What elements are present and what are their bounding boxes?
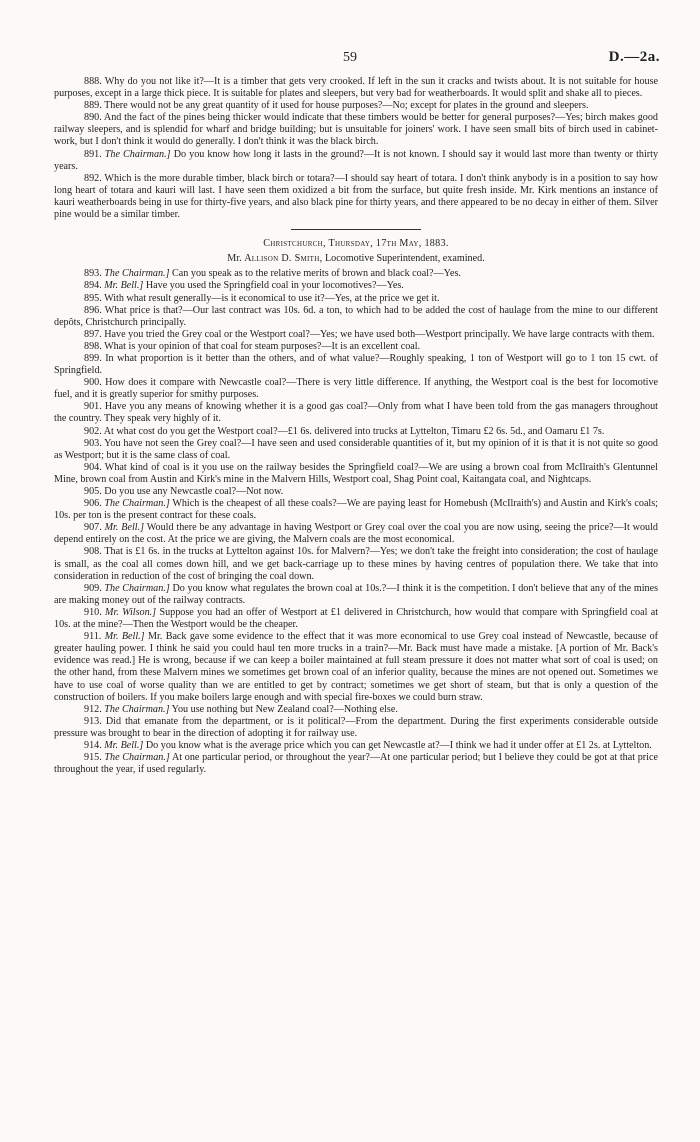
section-coal-evidence bbox=[54, 268, 658, 776]
speaker-name: Mr. Bell.] bbox=[104, 522, 145, 534]
question-number: 915. bbox=[84, 752, 102, 764]
question-paragraph bbox=[54, 149, 658, 173]
witness-role: Locomotive Superintendent, examined. bbox=[324, 253, 485, 265]
question-text: Mr. Back gave some evidence to the effect that it was more economical to use Grey coal instead of Newcastle, because of greater hauling power. I think he said you could haul ten more trucks in a train?—Mr. Back must have made a mistake. [A portion of Mr. Back's evidence was read.] He is wrong, because if we can keep a boiler maintained at full steam pressure it does not matter what sort of coal is used; on the other hand, from these Malvern mines we sometimes get brown coal of an inferior quality, because the mines are not opened out. Sometimes we have to use coal of worse quality than we are entitled to get by contract; sometimes we get short of steam, but that is only a question of the construction of boilers. If you make boilers large enough and with special fire-boxes we could burn straw. bbox=[54, 631, 659, 703]
question-paragraph bbox=[54, 462, 658, 486]
section-timber-evidence bbox=[54, 76, 658, 221]
witness-prefix: Mr. bbox=[227, 253, 242, 265]
question-paragraph bbox=[54, 377, 658, 401]
question-number: 894. bbox=[84, 280, 102, 292]
question-paragraph bbox=[54, 426, 658, 438]
question-text: 888. Why do you not like it?—It is a timber that gets very crooked. If left in the sun it cracks and twists about. It is not suitable for house purposes, except in a large thick piece. It is suitable for plates and sleepers, but very bad for weatherboards. It would split and shake all to pieces. bbox=[54, 76, 658, 100]
question-number: 910. bbox=[84, 606, 102, 618]
question-text: Can you speak as to the relative merits of brown and black coal?—Yes. bbox=[172, 268, 461, 280]
speaker-name: The Chairman.] bbox=[104, 148, 171, 160]
question-paragraph bbox=[54, 704, 658, 716]
question-text: Suppose you had an offer of Westport at £1 delivered in Christchurch, how would that compare with Springfield coal at 10s. at the mine?—Then the Westport would be the cheaper. bbox=[54, 606, 659, 631]
speaker-name: The Chairman.] bbox=[104, 498, 170, 510]
question-paragraph bbox=[54, 607, 658, 631]
question-text: 904. What kind of coal is it you use on the railway besides the Springfield coal?—We are using a brown coal from McIlraith's Glentunnel Mine, brown coal from Austin and Kirk's mine in the Malvern Hills, Westport coal, Shag Point coal, Kaitangata coal, and Nightcaps. bbox=[54, 461, 658, 485]
question-paragraph bbox=[54, 752, 658, 776]
speaker-name: The Chairman.] bbox=[104, 582, 170, 594]
question-text: 890. And the fact of the pines being thicker would indicate that these timbers would be better for general purposes?—Yes; birch makes good railway sleepers, and is splendid for wharf and bridge building; but is unsuitable for joiners' work. I have seen small bits of birch used in cabinet-work, but I don't think it would do generally. I don't think it was the black birch. bbox=[54, 112, 658, 148]
question-paragraph bbox=[54, 716, 658, 740]
question-text: Would there be any advantage in having Westport or Grey coal over the coal you are now using, seeing the price?—It would depend entirely on the cost. At the price we are giving, the Malvern coals are the most economical. bbox=[54, 522, 658, 546]
question-paragraph bbox=[54, 305, 658, 329]
document-reference: D.—2a. bbox=[608, 49, 660, 65]
question-paragraph bbox=[54, 76, 658, 100]
question-text: 908. That is £1 6s. in the trucks at Lyttelton against 10s. for Malvern?—Yes; we don't take the freight into consideration; the cost of haulage is small, as the coal all comes down hill, and we get back-carriage up to these mines by having centres of population there. We take that into consideration in reduction of the cost of bringing the coal down. bbox=[54, 546, 658, 582]
question-paragraph bbox=[54, 401, 658, 425]
question-paragraph bbox=[54, 522, 658, 546]
question-paragraph bbox=[54, 280, 658, 292]
speaker-name: Mr. Bell.] bbox=[104, 280, 144, 292]
question-text: 892. Which is the more durable timber, black birch or totara?—I should say heart of totara. I don't think anybody is in a position to say how long heart of totara and kauri will last. I have seen them oxidized a bit from the surface, but quite fresh inside. Mr. Kirk mentions an instance of kauri weatherboards being in use for thirty-five years, and also black pine for thirty years, and there appeared to be no decay in either of them. Silver pine would be a similar timber. bbox=[54, 172, 658, 221]
question-text: 899. In what proportion is it better than the others, and of what value?—Roughly speaking, 1 ton of Westport will go to 1 ton 15 cwt. of Springfield. bbox=[54, 352, 658, 377]
question-text: Do you know how long it lasts in the ground?—It is not known. I should say it would last more than twenty or thirty years. bbox=[54, 148, 659, 172]
question-paragraph bbox=[54, 740, 658, 752]
speaker-name: The Chairman.] bbox=[104, 752, 170, 764]
question-number: 891. bbox=[84, 148, 102, 160]
question-number: 912. bbox=[84, 703, 102, 715]
question-paragraph bbox=[54, 486, 658, 498]
question-text: 903. You have not seen the Grey coal?—I have seen and used considerable quantities of it, but my opinion of it is that it is not quite so good as Westport; but it is the same class of coal. bbox=[54, 437, 658, 461]
question-text: 902. At what cost do you get the Westport coal?—£1 6s. delivered into trucks at Lyttelton, Timaru £2 6s. 5d., and Oamaru £1 7s. bbox=[84, 425, 605, 437]
question-paragraph bbox=[54, 353, 658, 377]
question-number: 909. bbox=[84, 582, 102, 594]
question-paragraph bbox=[54, 268, 658, 280]
page-number: 59 bbox=[343, 50, 357, 65]
question-number: 893. bbox=[84, 268, 102, 280]
question-paragraph bbox=[54, 498, 658, 522]
question-text: Do you know what is the average price which you can get Newcastle at?—I think we had it under offer at £1 2s. at Lyttelton. bbox=[145, 739, 652, 751]
question-paragraph bbox=[54, 438, 658, 462]
question-text: Do you know what regulates the brown coal at 10s.?—I think it is the competition. I don't believe that any of the mines are making money out of the railway contracts. bbox=[54, 582, 659, 606]
question-paragraph bbox=[54, 329, 658, 341]
question-paragraph bbox=[54, 341, 658, 353]
question-text: 897. Have you tried the Grey coal or the Westport coal?—Yes; we have used both—Westport principally. We have large contracts with them. bbox=[84, 328, 655, 340]
question-number: 907. bbox=[84, 522, 102, 534]
question-text: 896. What price is that?—Our last contract was 10s. 6d. a ton, to which had to be added the cost of haulage from the mine to our different depôts, Christchurch principally. bbox=[54, 304, 658, 328]
section-divider bbox=[291, 229, 421, 230]
speaker-name: Mr. Bell.] bbox=[104, 739, 144, 751]
document-body bbox=[54, 76, 658, 776]
question-number: 911. bbox=[84, 631, 102, 643]
question-paragraph bbox=[54, 631, 658, 704]
question-paragraph bbox=[54, 100, 658, 112]
session-dateline: Christchurch, Thursday, 17th May, 1883. bbox=[263, 238, 449, 250]
question-paragraph bbox=[54, 546, 658, 582]
speaker-name: Mr. Wilson.] bbox=[105, 606, 157, 618]
question-text: 898. What is your opinion of that coal for steam purposes?—It is an excellent coal. bbox=[84, 340, 421, 352]
question-paragraph bbox=[54, 583, 658, 607]
question-number: 906. bbox=[84, 498, 102, 510]
question-text: 905. Do you use any Newcastle coal?—Not now. bbox=[84, 486, 284, 497]
question-text: 895. With what result generally—is it economical to use it?—Yes, at the price we get it. bbox=[84, 292, 440, 304]
witness-heading bbox=[54, 253, 658, 265]
question-paragraph bbox=[54, 293, 658, 305]
question-text: 889. There would not be any great quantity of it used for house purposes?—No; except for plates in the ground and sleepers. bbox=[84, 100, 589, 112]
question-paragraph bbox=[54, 112, 658, 148]
speaker-name: Mr. Bell.] bbox=[104, 631, 145, 643]
question-text: Have you used the Springfield coal in your locomotives?—Yes. bbox=[145, 280, 404, 292]
question-text: 901. Have you any means of knowing whether it is a good gas coal?—Only from what I have been told from the gas managers throughout the country. They speak very highly of it. bbox=[54, 401, 658, 425]
question-text: 913. Did that emanate from the department, or is it political?—From the department. During the first experiments considerable outside pressure was brought to bear in the direction of adopting it for railway use. bbox=[54, 715, 658, 739]
speaker-name: The Chairman.] bbox=[104, 703, 170, 715]
question-number: 914. bbox=[84, 739, 102, 751]
question-text: 900. How does it compare with Newcastle coal?—There is very little difference. If anything, the Westport coal is the best for locomotive fuel, and it is greatly superior for smithy purposes. bbox=[54, 377, 658, 401]
question-text: Which is the cheapest of all these coals?—We are paying least for Homebush (McIlraith's) and Austin and Kirk's coals; 10s. per ton is the present contract for these coals. bbox=[54, 498, 658, 522]
speaker-name: The Chairman.] bbox=[104, 268, 170, 280]
witness-name: Allison D. Smith, bbox=[244, 253, 323, 265]
question-text: You use nothing but New Zealand coal?—Nothing else. bbox=[171, 703, 398, 715]
question-text: At one particular period, or throughout the year?—At one particular period; but I believe they could be got at that price throughout the year, if used regularly. bbox=[54, 752, 658, 776]
question-paragraph bbox=[54, 173, 658, 221]
